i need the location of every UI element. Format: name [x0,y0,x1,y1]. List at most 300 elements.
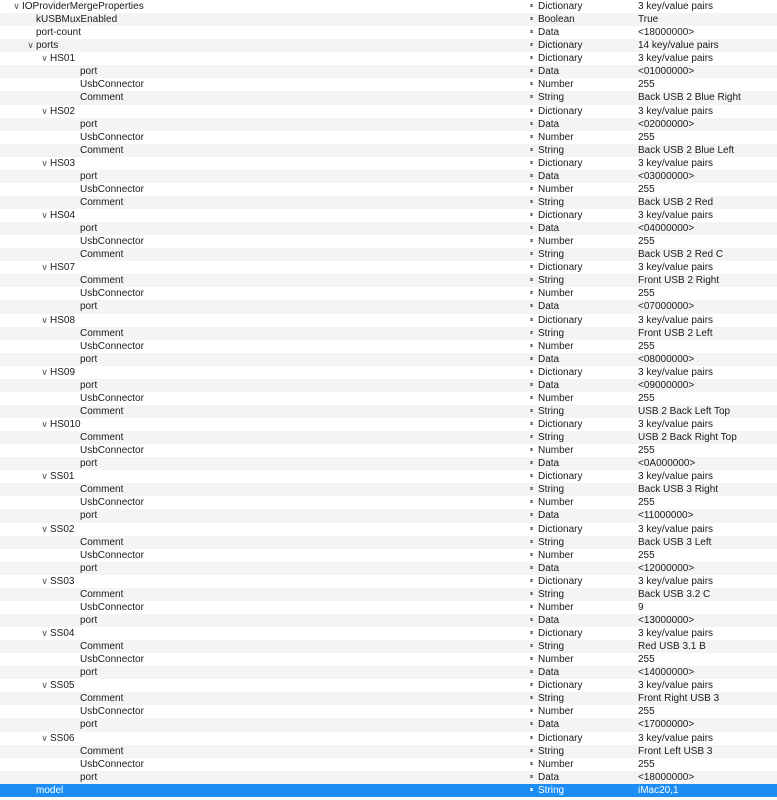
key-cell[interactable] [80,340,144,353]
value-cell[interactable]: Back USB 3 Left [638,536,712,548]
chevron-down-icon[interactable]: ∨ [13,1,20,11]
key-cell[interactable] [36,13,117,26]
type-popup[interactable] [530,601,574,614]
stepper-icon[interactable]: ▴▾ [530,669,531,676]
type-popup[interactable] [530,0,582,13]
stepper-icon[interactable]: ▴▾ [530,590,531,597]
chevron-down-icon[interactable]: ∨ [41,366,48,377]
value-cell[interactable]: Front Right USB 3 [638,693,720,705]
value-cell[interactable]: 3 key/value pairs [638,1,714,12]
type-popup[interactable] [530,666,559,679]
stepper-icon[interactable]: ▴▾ [530,447,531,454]
value-cell[interactable]: 3 key/value pairs [638,53,714,65]
chevron-down-icon[interactable]: ∨ [41,680,48,691]
chevron-down-icon[interactable]: ∨ [41,575,48,586]
key-cell[interactable] [11,0,144,13]
plist-row[interactable] [0,653,777,666]
key-cell[interactable] [39,366,75,379]
stepper-icon[interactable]: ▴▾ [530,643,531,650]
chevron-down-icon[interactable]: ∨ [41,210,48,220]
value-cell[interactable]: <08000000> [638,353,695,365]
plist-row[interactable] [0,457,777,470]
value-cell[interactable]: <11000000> [638,510,694,522]
value-cell[interactable]: iMac20,1 [638,784,679,796]
value-cell[interactable]: <17000000> [638,719,695,731]
key-cell[interactable] [80,144,123,157]
plist-row[interactable] [0,496,777,509]
type-popup[interactable] [530,39,582,52]
plist-row[interactable] [0,771,777,784]
value-cell[interactable]: Front USB 2 Left [638,327,713,339]
stepper-icon[interactable]: ▴▾ [530,460,531,467]
value-cell[interactable]: 255 [638,445,655,457]
stepper-icon[interactable]: ▴▾ [530,473,531,480]
value-cell[interactable]: 255 [638,549,655,561]
stepper-icon[interactable]: ▴▾ [530,120,531,127]
value-cell[interactable]: Back USB 2 Blue Left [638,144,735,156]
plist-row[interactable] [0,562,777,575]
value-cell[interactable]: <13000000> [638,614,695,626]
type-popup[interactable] [530,248,564,261]
key-cell[interactable] [36,784,63,797]
type-popup[interactable] [530,705,574,718]
type-popup[interactable] [530,91,564,104]
key-cell[interactable] [80,509,97,522]
plist-row[interactable] [0,784,777,797]
type-popup[interactable] [530,679,582,692]
chevron-down-icon[interactable]: ∨ [41,628,48,638]
key-cell[interactable] [80,745,123,758]
value-cell[interactable]: USB 2 Back Left Top [638,405,731,417]
stepper-icon[interactable]: ▴▾ [530,695,531,702]
stepper-icon[interactable]: ▴▾ [530,551,531,558]
plist-row[interactable] [0,536,777,549]
value-cell[interactable]: <18000000> [638,27,695,39]
value-cell[interactable]: 255 [638,497,655,509]
plist-row[interactable] [0,300,777,313]
key-cell[interactable] [39,157,75,170]
type-popup[interactable] [530,771,559,784]
key-cell[interactable] [80,78,144,91]
key-cell[interactable] [39,732,74,745]
value-cell[interactable]: <07000000> [638,301,695,313]
plist-row[interactable] [0,575,777,588]
value-cell[interactable]: 3 key/value pairs [638,628,714,639]
stepper-icon[interactable]: ▴▾ [530,238,531,245]
stepper-icon[interactable]: ▴▾ [530,421,531,427]
value-cell[interactable]: 3 key/value pairs [638,680,714,692]
value-cell[interactable]: 3 key/value pairs [638,732,714,744]
plist-row[interactable] [0,483,777,496]
type-popup[interactable] [530,287,574,300]
type-popup[interactable] [530,405,564,418]
plist-row[interactable] [0,640,777,653]
type-popup[interactable] [530,131,574,144]
plist-row[interactable] [0,601,777,614]
type-popup[interactable] [530,431,564,444]
type-popup[interactable] [530,418,582,431]
type-popup[interactable] [530,157,582,170]
key-cell[interactable] [80,536,123,549]
type-popup[interactable] [530,509,559,522]
plist-row[interactable] [0,248,777,261]
value-cell[interactable]: Front USB 2 Right [638,275,720,287]
key-cell[interactable] [39,105,75,118]
key-cell[interactable] [39,418,81,431]
key-cell[interactable] [80,640,123,653]
key-cell[interactable] [80,287,144,300]
chevron-down-icon[interactable]: ∨ [41,53,48,64]
type-popup[interactable] [530,745,564,758]
type-popup[interactable] [530,444,574,457]
plist-row[interactable] [0,549,777,562]
value-cell[interactable]: 255 [638,131,655,143]
plist-row[interactable] [0,692,777,705]
plist-row[interactable] [0,157,777,170]
stepper-icon[interactable]: ▴▾ [530,381,531,388]
key-cell[interactable] [80,91,123,104]
stepper-icon[interactable]: ▴▾ [530,172,531,179]
key-cell[interactable] [80,705,144,718]
key-cell[interactable] [80,457,97,470]
stepper-icon[interactable]: ▴▾ [530,721,531,728]
value-cell[interactable]: 255 [638,340,655,352]
value-cell[interactable]: Back USB 3.2 C [638,588,711,600]
key-cell[interactable] [80,248,123,261]
value-cell[interactable]: <04000000> [638,223,695,235]
stepper-icon[interactable]: ▴▾ [530,734,531,741]
plist-row[interactable] [0,614,777,627]
type-popup[interactable] [530,261,582,274]
type-popup[interactable] [530,327,564,340]
stepper-icon[interactable]: ▴▾ [530,682,531,689]
plist-row[interactable] [0,588,777,601]
value-cell[interactable]: Red USB 3.1 B [638,641,706,653]
key-cell[interactable] [80,183,144,196]
type-popup[interactable] [530,52,582,65]
plist-row[interactable] [0,340,777,353]
value-cell[interactable]: Back USB 2 Blue Right [638,92,741,104]
stepper-icon[interactable]: ▴▾ [530,146,531,153]
key-cell[interactable] [80,549,144,562]
key-cell[interactable] [39,679,74,692]
key-cell[interactable] [80,274,123,287]
type-popup[interactable] [530,118,559,131]
plist-row[interactable] [0,327,777,340]
plist-row[interactable] [0,666,777,679]
stepper-icon[interactable]: ▴▾ [530,630,531,636]
plist-row[interactable] [0,366,777,379]
stepper-icon[interactable]: ▴▾ [530,212,531,218]
type-popup[interactable] [530,183,574,196]
key-cell[interactable] [80,588,123,601]
value-cell[interactable]: 9 [638,601,644,613]
type-popup[interactable] [530,718,559,731]
plist-row[interactable] [0,718,777,731]
type-popup[interactable] [530,235,574,248]
plist-row[interactable] [0,405,777,418]
stepper-icon[interactable]: ▴▾ [530,342,531,349]
stepper-icon[interactable]: ▴▾ [530,407,531,414]
chevron-down-icon[interactable]: ∨ [41,262,48,273]
stepper-icon[interactable]: ▴▾ [530,486,531,493]
key-cell[interactable] [39,209,75,222]
stepper-icon[interactable]: ▴▾ [530,747,531,754]
type-popup[interactable] [530,536,564,549]
type-popup[interactable] [530,392,574,405]
plist-row[interactable] [0,118,777,131]
plist-row[interactable] [0,274,777,287]
plist-row[interactable] [0,758,777,771]
value-cell[interactable]: 3 key/value pairs [638,471,714,483]
stepper-icon[interactable]: ▴▾ [530,525,531,532]
value-cell[interactable]: 255 [638,758,655,770]
plist-row[interactable] [0,105,777,118]
plist-row[interactable] [0,679,777,692]
key-cell[interactable] [80,483,123,496]
plist-row[interactable] [0,705,777,718]
chevron-down-icon[interactable]: ∨ [27,40,34,51]
value-cell[interactable]: <03000000> [638,170,695,182]
type-popup[interactable] [530,65,559,78]
key-cell[interactable] [39,627,74,640]
stepper-icon[interactable]: ▴▾ [530,264,531,271]
type-popup[interactable] [530,627,582,640]
stepper-icon[interactable]: ▴▾ [530,3,531,9]
value-cell[interactable]: <12000000> [638,562,695,574]
plist-row[interactable] [0,418,777,431]
stepper-icon[interactable]: ▴▾ [530,564,531,571]
key-cell[interactable] [39,575,74,588]
plist-row[interactable] [0,78,777,91]
plist-row[interactable] [0,287,777,300]
value-cell[interactable]: <0A000000> [638,458,696,470]
plist-row[interactable] [0,144,777,157]
stepper-icon[interactable]: ▴▾ [530,68,531,75]
plist-row[interactable] [0,52,777,65]
key-cell[interactable] [80,65,97,78]
key-cell[interactable] [80,379,97,392]
value-cell[interactable]: 3 key/value pairs [638,419,714,430]
stepper-icon[interactable]: ▴▾ [530,290,531,297]
value-cell[interactable]: 255 [638,183,655,195]
type-popup[interactable] [530,353,559,366]
type-popup[interactable] [530,105,582,118]
key-cell[interactable] [80,771,97,784]
type-popup[interactable] [530,300,559,313]
type-popup[interactable] [530,588,564,601]
type-popup[interactable] [530,523,582,536]
value-cell[interactable]: Front Left USB 3 [638,745,713,757]
stepper-icon[interactable]: ▴▾ [530,708,531,715]
key-cell[interactable] [80,692,123,705]
stepper-icon[interactable]: ▴▾ [530,198,531,205]
stepper-icon[interactable]: ▴▾ [530,277,531,284]
plist-row[interactable] [0,379,777,392]
key-cell[interactable] [36,26,81,39]
key-cell[interactable] [80,496,144,509]
key-cell[interactable] [80,300,97,313]
value-cell[interactable]: 3 key/value pairs [638,575,714,587]
plist-row[interactable] [0,431,777,444]
plist-row[interactable] [0,732,777,745]
stepper-icon[interactable]: ▴▾ [530,773,531,780]
type-popup[interactable] [530,170,559,183]
plist-row[interactable] [0,131,777,144]
stepper-icon[interactable]: ▴▾ [530,616,531,623]
stepper-icon[interactable]: ▴▾ [530,603,531,610]
key-cell[interactable] [80,235,144,248]
plist-row[interactable] [0,26,777,39]
chevron-down-icon[interactable]: ∨ [41,157,48,168]
stepper-icon[interactable]: ▴▾ [530,499,531,506]
type-popup[interactable] [530,483,564,496]
value-cell[interactable]: Back USB 2 Red C [638,249,724,261]
plist-row[interactable] [0,183,777,196]
type-popup[interactable] [530,653,574,666]
stepper-icon[interactable]: ▴▾ [530,760,531,767]
stepper-icon[interactable]: ▴▾ [530,185,531,192]
value-cell[interactable]: Back USB 3 Right [638,484,719,496]
type-popup[interactable] [530,496,574,509]
key-cell[interactable] [80,196,123,209]
key-cell[interactable] [80,666,97,679]
value-cell[interactable]: 255 [638,654,655,666]
value-cell[interactable]: 3 key/value pairs [638,262,714,274]
plist-row[interactable] [0,91,777,104]
type-popup[interactable] [530,340,574,353]
stepper-icon[interactable]: ▴▾ [530,656,531,663]
type-popup[interactable] [530,78,574,91]
key-cell[interactable] [80,431,123,444]
value-cell[interactable]: USB 2 Back Right Top [638,432,737,444]
plist-row[interactable] [0,392,777,405]
type-popup[interactable] [530,549,574,562]
stepper-icon[interactable]: ▴▾ [530,133,531,140]
key-cell[interactable] [80,131,144,144]
stepper-icon[interactable]: ▴▾ [530,786,531,793]
chevron-down-icon[interactable]: ∨ [41,732,48,743]
key-cell[interactable] [80,392,144,405]
type-popup[interactable] [530,640,564,653]
plist-row[interactable] [0,222,777,235]
key-cell[interactable] [80,444,144,457]
stepper-icon[interactable]: ▴▾ [530,42,531,49]
value-cell[interactable]: <14000000> [638,667,695,679]
stepper-icon[interactable]: ▴▾ [530,368,531,375]
type-popup[interactable] [530,222,559,235]
value-cell[interactable]: 255 [638,236,655,248]
value-cell[interactable]: <09000000> [638,379,695,391]
plist-row[interactable] [0,627,777,640]
plist-row[interactable] [0,209,777,222]
stepper-icon[interactable]: ▴▾ [530,94,531,101]
key-cell[interactable] [80,118,97,131]
type-popup[interactable] [530,575,582,588]
type-popup[interactable] [530,784,564,797]
plist-row[interactable] [0,170,777,183]
stepper-icon[interactable]: ▴▾ [530,81,531,88]
type-popup[interactable] [530,13,575,26]
plist-row[interactable] [0,353,777,366]
plist-row[interactable] [0,444,777,457]
key-cell[interactable] [39,52,75,65]
type-popup[interactable] [530,758,574,771]
stepper-icon[interactable]: ▴▾ [530,577,531,584]
key-cell[interactable] [80,718,97,731]
key-cell[interactable] [39,261,75,274]
type-popup[interactable] [530,314,582,327]
value-cell[interactable]: 14 key/value pairs [638,40,719,52]
plist-row[interactable] [0,39,777,52]
value-cell[interactable]: 3 key/value pairs [638,157,714,169]
stepper-icon[interactable]: ▴▾ [530,225,531,232]
key-cell[interactable] [39,470,74,483]
key-cell[interactable] [39,314,75,327]
value-cell[interactable]: 3 key/value pairs [638,366,714,378]
key-cell[interactable] [80,758,144,771]
key-cell[interactable] [80,327,123,340]
key-cell[interactable] [80,614,97,627]
plist-row[interactable] [0,261,777,274]
key-cell[interactable] [80,601,144,614]
plist-row[interactable] [0,470,777,483]
value-cell[interactable]: 255 [638,288,655,300]
stepper-icon[interactable]: ▴▾ [530,434,531,441]
value-cell[interactable]: 3 key/value pairs [638,105,714,117]
key-cell[interactable] [80,353,97,366]
value-cell[interactable]: Back USB 2 Red [638,196,714,208]
value-cell[interactable]: 255 [638,392,655,404]
stepper-icon[interactable]: ▴▾ [530,538,531,545]
type-popup[interactable] [530,274,564,287]
type-popup[interactable] [530,562,559,575]
chevron-down-icon[interactable]: ∨ [41,314,48,325]
type-popup[interactable] [530,470,582,483]
plist-row[interactable] [0,523,777,536]
value-cell[interactable]: 255 [638,79,655,91]
value-cell[interactable]: 3 key/value pairs [638,314,714,326]
value-cell[interactable]: True [638,14,659,26]
stepper-icon[interactable]: ▴▾ [530,16,531,23]
plist-row[interactable] [0,13,777,26]
value-cell[interactable]: 3 key/value pairs [638,523,714,535]
type-popup[interactable] [530,379,559,392]
type-popup[interactable] [530,614,559,627]
value-cell[interactable]: 255 [638,706,655,718]
chevron-down-icon[interactable]: ∨ [41,419,48,429]
stepper-icon[interactable]: ▴▾ [530,251,531,258]
type-popup[interactable] [530,732,582,745]
plist-row[interactable] [0,745,777,758]
stepper-icon[interactable]: ▴▾ [530,159,531,166]
key-cell[interactable] [80,653,144,666]
stepper-icon[interactable]: ▴▾ [530,107,531,114]
stepper-icon[interactable]: ▴▾ [530,316,531,323]
plist-row[interactable] [0,196,777,209]
chevron-down-icon[interactable]: ∨ [41,523,48,534]
stepper-icon[interactable]: ▴▾ [530,355,531,362]
plist-row[interactable] [0,509,777,522]
stepper-icon[interactable]: ▴▾ [530,329,531,336]
type-popup[interactable] [530,692,564,705]
key-cell[interactable] [80,405,123,418]
type-popup[interactable] [530,144,564,157]
value-cell[interactable]: <01000000> [638,66,695,78]
stepper-icon[interactable]: ▴▾ [530,303,531,310]
plist-row[interactable] [0,235,777,248]
chevron-down-icon[interactable]: ∨ [41,471,48,482]
